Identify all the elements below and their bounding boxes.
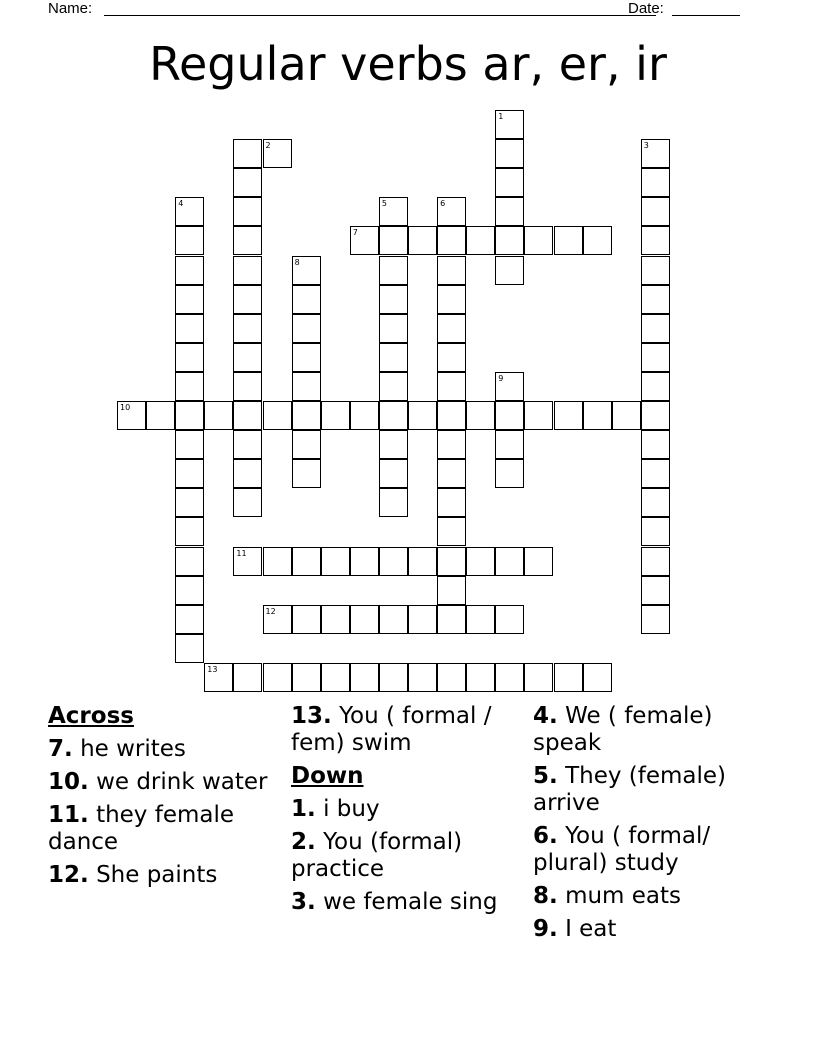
grid-cell[interactable] [233,488,262,517]
clue-text: I eat [565,916,617,942]
clue-text: i buy [323,796,380,822]
clue-number: 2. [291,829,316,855]
date-label: Date: [628,0,664,17]
grid-cell[interactable] [495,197,524,226]
grid-cell[interactable] [583,226,612,255]
grid-cell[interactable] [437,576,466,605]
grid-cell[interactable] [495,605,524,634]
clues-column-2 [291,703,521,922]
clue-down-2 [291,829,521,883]
grid-cell[interactable] [175,256,204,285]
grid-cell[interactable] [379,314,408,343]
grid-cell[interactable] [263,547,292,576]
grid-cell[interactable] [175,343,204,372]
grid-cell[interactable] [292,430,321,459]
grid-cell[interactable] [233,343,262,372]
grid-cell[interactable] [495,663,524,692]
grid-cell[interactable] [233,401,262,430]
grid-cell[interactable] [495,256,524,285]
grid-cell[interactable] [379,372,408,401]
grid-cell[interactable] [641,517,670,546]
down-heading: Down [291,763,364,789]
grid-cell[interactable] [641,401,670,430]
clue-number: 4. [533,703,558,729]
grid-cell[interactable] [379,430,408,459]
grid-cell[interactable] [437,372,466,401]
clue-number-label: 11 [236,548,247,558]
clue-down-8 [533,883,763,910]
grid-cell[interactable] [495,168,524,197]
name-label: Name: [48,0,93,17]
grid-cell[interactable] [554,663,583,692]
clue-down-1 [291,796,521,823]
grid-cell[interactable] [233,168,262,197]
clue-text: You (formal) practice [291,829,463,882]
clue-across-12 [48,862,278,889]
grid-cell[interactable] [524,226,553,255]
grid-cell[interactable] [350,401,379,430]
grid-cell[interactable] [292,314,321,343]
grid-cell[interactable] [379,459,408,488]
grid-cell[interactable] [466,226,495,255]
clue-number: 12. [48,862,89,888]
grid-cell[interactable] [408,547,437,576]
grid-cell[interactable] [379,547,408,576]
header [48,0,748,20]
grid-cell[interactable] [321,547,350,576]
clue-text: we drink water [96,769,268,795]
clue-number: 5. [533,763,558,789]
grid-cell[interactable] [146,401,175,430]
grid-cell[interactable] [408,226,437,255]
clue-number-label: 10 [120,403,131,412]
grid-cell[interactable] [437,547,466,576]
grid-cell[interactable] [583,663,612,692]
grid-cell[interactable] [379,256,408,285]
grid-cell[interactable] [292,343,321,372]
grid-cell[interactable] [641,314,670,343]
grid-cell[interactable] [175,197,204,226]
grid-cell[interactable] [292,256,321,285]
grid-cell[interactable] [175,576,204,605]
clue-number-label: 13 [207,664,218,674]
clue-number: 3. [291,889,316,915]
grid-cell[interactable] [641,256,670,285]
clue-number-label: 12 [265,606,276,616]
grid-cell[interactable] [379,197,408,226]
grid-cell[interactable] [641,226,670,255]
clue-number-label: 7 [352,228,358,238]
grid-cell[interactable] [437,256,466,285]
clue-number: 13. [291,703,332,729]
grid-cell[interactable] [495,430,524,459]
grid-cell[interactable] [612,401,641,430]
grid-cell[interactable] [437,605,466,634]
grid-cell[interactable] [233,430,262,459]
grid-cell[interactable] [292,605,321,634]
clue-across-10 [48,769,278,796]
grid-cell[interactable] [437,517,466,546]
grid-cell[interactable] [495,139,524,168]
grid-cell[interactable] [641,139,670,168]
grid-cell[interactable] [437,488,466,517]
grid-cell[interactable] [641,197,670,226]
grid-cell[interactable] [233,372,262,401]
clue-number: 1. [291,796,316,822]
clue-number: 9. [533,916,558,942]
clue-text: They (female) arrive [533,763,726,816]
grid-cell[interactable] [175,285,204,314]
grid-cell[interactable] [495,459,524,488]
clue-text: they female dance [48,802,235,855]
grid-cell[interactable] [379,663,408,692]
grid-cell[interactable] [641,372,670,401]
grid-cell[interactable] [321,663,350,692]
grid-cell[interactable] [466,401,495,430]
clue-down-4 [533,703,763,757]
clue-text: She paints [96,862,218,888]
grid-cell[interactable] [554,401,583,430]
clue-text: mum eats [565,883,682,909]
clue-text: We ( female) speak [533,703,713,756]
grid-cell[interactable] [641,459,670,488]
grid-cell[interactable] [233,139,262,168]
clue-number-label: 3 [643,141,649,151]
page-title: Regular verbs ar, er, ir [149,37,667,91]
grid-cell[interactable] [263,401,292,430]
grid-cell[interactable] [292,459,321,488]
grid-cell[interactable] [379,605,408,634]
grid-cell[interactable] [641,343,670,372]
grid-cell[interactable] [641,168,670,197]
grid-cell[interactable] [379,488,408,517]
grid-cell[interactable] [292,285,321,314]
clue-number: 7. [48,736,73,762]
grid-cell[interactable] [233,663,262,692]
grid-cell[interactable] [321,401,350,430]
grid-cell[interactable] [379,401,408,430]
clue-number: 6. [533,823,558,849]
name-field[interactable] [104,15,656,16]
clue-number-label: 5 [381,199,387,209]
grid-cell[interactable] [437,343,466,372]
grid-cell[interactable] [263,605,292,634]
grid-cell[interactable] [379,343,408,372]
grid-cell[interactable] [437,226,466,255]
grid-cell[interactable] [233,314,262,343]
grid-cell[interactable] [263,663,292,692]
clue-number-label: 9 [498,373,504,383]
grid-cell[interactable] [175,605,204,634]
grid-cell[interactable] [466,547,495,576]
grid-cell[interactable] [641,285,670,314]
grid-cell[interactable] [292,401,321,430]
grid-cell[interactable] [175,459,204,488]
clue-down-5 [533,763,763,817]
grid-cell[interactable] [292,663,321,692]
grid-cell[interactable] [204,401,233,430]
clue-text: we female sing [323,889,498,915]
clue-text: You ( formal/ plural) study [533,823,711,876]
clue-down-9 [533,916,763,943]
grid-cell[interactable] [437,430,466,459]
grid-cell[interactable] [263,139,292,168]
grid-cell[interactable] [408,401,437,430]
grid-cell[interactable] [175,314,204,343]
clue-text: You ( formal / fem) swim [291,703,492,756]
clue-across-11 [48,802,278,856]
clue-across-7 [48,736,278,763]
clues-column-3 [533,703,763,949]
grid-cell[interactable] [495,226,524,255]
grid-cell[interactable] [292,547,321,576]
grid-cell[interactable] [495,110,524,139]
clue-number-label: 1 [498,112,504,121]
grid-cell[interactable] [495,372,524,401]
grid-cell[interactable] [641,576,670,605]
grid-cell[interactable] [466,663,495,692]
grid-cell[interactable] [524,547,553,576]
grid-cell[interactable] [641,430,670,459]
grid-cell[interactable] [466,605,495,634]
grid-cell[interactable] [379,226,408,255]
grid-cell[interactable] [437,459,466,488]
clue-text: he writes [80,736,186,762]
grid-cell[interactable] [524,401,553,430]
date-field[interactable] [672,15,740,16]
grid-cell[interactable] [437,285,466,314]
grid-cell[interactable] [175,517,204,546]
grid-cell[interactable] [554,226,583,255]
grid-cell[interactable] [641,547,670,576]
grid-cell[interactable] [641,488,670,517]
clues-column-1 [48,703,278,895]
clue-number-label: 8 [294,257,300,267]
grid-cell[interactable] [350,226,379,255]
clue-number: 8. [533,883,558,909]
grid-cell[interactable] [350,547,379,576]
grid-cell[interactable] [437,197,466,226]
grid-cell[interactable] [175,226,204,255]
clue-number: 11. [48,802,89,828]
grid-cell[interactable] [495,401,524,430]
grid-cell[interactable] [117,401,146,430]
grid-cell[interactable] [350,663,379,692]
grid-cell[interactable] [175,634,204,663]
grid-cell[interactable] [641,605,670,634]
clue-number: 10. [48,769,89,795]
grid-cell[interactable] [204,663,233,692]
grid-cell[interactable] [233,459,262,488]
grid-cell[interactable] [408,663,437,692]
grid-cell[interactable] [350,605,379,634]
clue-number-label: 4 [178,199,184,209]
grid-cell[interactable] [437,663,466,692]
clue-number-label: 6 [440,199,446,209]
grid-cell[interactable] [292,372,321,401]
clue-across-13 [291,703,521,757]
grid-cell[interactable] [233,285,262,314]
grid-cell[interactable] [583,401,612,430]
grid-cell[interactable] [233,197,262,226]
grid-cell[interactable] [175,401,204,430]
grid-cell[interactable] [408,605,437,634]
grid-cell[interactable] [175,488,204,517]
grid-cell[interactable] [321,605,350,634]
grid-cell[interactable] [175,547,204,576]
grid-cell[interactable] [233,226,262,255]
clue-number-label: 2 [265,141,271,151]
grid-cell[interactable] [437,401,466,430]
clue-down-6 [533,823,763,877]
grid-cell[interactable] [233,547,262,576]
across-heading: Across [48,703,134,729]
grid-cell[interactable] [437,314,466,343]
grid-cell[interactable] [175,372,204,401]
grid-cell[interactable] [524,663,553,692]
clue-down-3 [291,889,521,916]
grid-cell[interactable] [233,256,262,285]
grid-cell[interactable] [495,547,524,576]
grid-cell[interactable] [379,285,408,314]
grid-cell[interactable] [175,430,204,459]
